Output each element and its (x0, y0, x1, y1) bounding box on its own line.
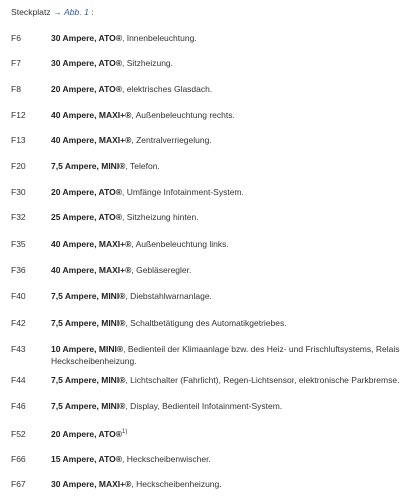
fuse-description (51, 478, 403, 490)
fuse-description (51, 109, 403, 121)
fuse-description (51, 290, 403, 302)
fuse-rating: 10 Ampere, MINI® (51, 344, 124, 354)
fuse-consumer: , Heckscheibenheizung. (131, 479, 222, 489)
fuse-rating: 40 Ampere, MAXI+® (51, 265, 132, 275)
fuse-description (51, 32, 403, 44)
fuse-description (51, 343, 403, 367)
fuse-slot: F20 (11, 161, 26, 171)
header-label: Steckplatz (11, 7, 51, 17)
fuse-rating: 20 Ampere, ATO® (51, 187, 122, 197)
fuse-slot: F46 (11, 401, 26, 411)
fuse-consumer: , Lichtschalter (Fahrlicht), Regen-Lichtsensor, elektronische Parkbremse. (125, 375, 400, 385)
fuse-slot: F6 (11, 33, 21, 43)
fuse-slot: F35 (11, 239, 26, 249)
fuse-description (51, 211, 403, 223)
fuse-slot: F12 (11, 110, 26, 120)
fuse-rating: 40 Ampere, MAXI+® (51, 135, 132, 145)
fuse-rating: 20 Ampere, ATO® (51, 84, 122, 94)
fuse-description (51, 83, 403, 95)
fuse-consumer: , Diebstahlwarnanlage. (125, 291, 212, 301)
fuse-consumer: , Telefon. (125, 161, 160, 171)
fuse-slot: F52 (11, 429, 26, 439)
fuse-rating: 20 Ampere, ATO® (51, 429, 122, 439)
fuse-description (51, 186, 403, 198)
fuse-rating: 30 Ampere, MAXI+® (51, 479, 132, 489)
fuse-slot: F30 (11, 187, 26, 197)
fuse-rating: 40 Ampere, MAXI+® (51, 110, 132, 120)
fuse-description (51, 238, 403, 250)
fuse-consumer: , Außenbeleuchtung links. (131, 239, 229, 249)
fuse-slot: F42 (11, 318, 26, 328)
fuse-description (51, 374, 403, 386)
fuse-description (51, 134, 403, 146)
fuse-consumer: , Zentralverriegelung. (131, 135, 212, 145)
fuse-rating: 30 Ampere, ATO® (51, 33, 122, 43)
fuse-consumer: , Sitzheizung hinten. (121, 212, 199, 222)
fuse-consumer: , Bedienteil der Klimaanlage bzw. des Heiz- und Frischluftsystems, Relais Heckscheibenheizung. (51, 344, 400, 366)
fuse-slot: F36 (11, 265, 26, 275)
fuse-description (51, 160, 403, 172)
fuse-description (51, 400, 403, 412)
arrow-icon: → (53, 7, 62, 17)
fuse-rating: 15 Ampere, ATO® (51, 454, 122, 464)
fuse-consumer: , Heckscheibenwischer. (121, 454, 211, 464)
fuse-slot: F67 (11, 479, 26, 489)
fuse-rating: 7,5 Ampere, MINI® (51, 161, 126, 171)
fuse-description (51, 264, 403, 276)
fuse-rating: 30 Ampere, ATO® (51, 58, 122, 68)
fuse-table-header (11, 6, 94, 18)
fuse-consumer: , Umfänge Infotainment-System. (121, 187, 244, 197)
fuse-rating: 40 Ampere, MAXI+® (51, 239, 132, 249)
fuse-slot: F7 (11, 58, 21, 68)
fuse-slot: F40 (11, 291, 26, 301)
fuse-description (51, 57, 403, 69)
fuse-slot: F66 (11, 454, 26, 464)
fuse-rating: 7,5 Ampere, MINI® (51, 318, 126, 328)
fuse-consumer: , Display, Bedienteil Infotainment-System. (125, 401, 283, 411)
fuse-slot: F43 (11, 344, 26, 354)
fuse-consumer: , Sitzheizung. (121, 58, 174, 68)
fuse-rating: 7,5 Ampere, MINI® (51, 291, 126, 301)
figure-reference-link[interactable]: Abb. 1 (64, 7, 89, 17)
fuse-rating: 7,5 Ampere, MINI® (51, 401, 126, 411)
fuse-description (51, 428, 403, 440)
fuse-description (51, 453, 403, 465)
fuse-slot: F8 (11, 84, 21, 94)
fuse-slot: F32 (11, 212, 26, 222)
fuse-description (51, 317, 403, 329)
fuse-slot: F44 (11, 375, 26, 385)
fuse-consumer: , Außenbeleuchtung rechts. (131, 110, 235, 120)
fuse-rating: 25 Ampere, ATO® (51, 212, 122, 222)
fuse-consumer: , elektrisches Glasdach. (121, 84, 213, 94)
fuse-slot: F13 (11, 135, 26, 145)
footnote-marker[interactable]: 1) (121, 429, 128, 435)
fuse-consumer: , Gebläseregler. (131, 265, 192, 275)
header-suffix: : (91, 7, 94, 17)
fuse-consumer: , Schaltbetätigung des Automatikgetriebes. (125, 318, 287, 328)
fuse-consumer: , Innenbeleuchtung. (121, 33, 197, 43)
fuse-rating: 7,5 Ampere, MINI® (51, 375, 126, 385)
